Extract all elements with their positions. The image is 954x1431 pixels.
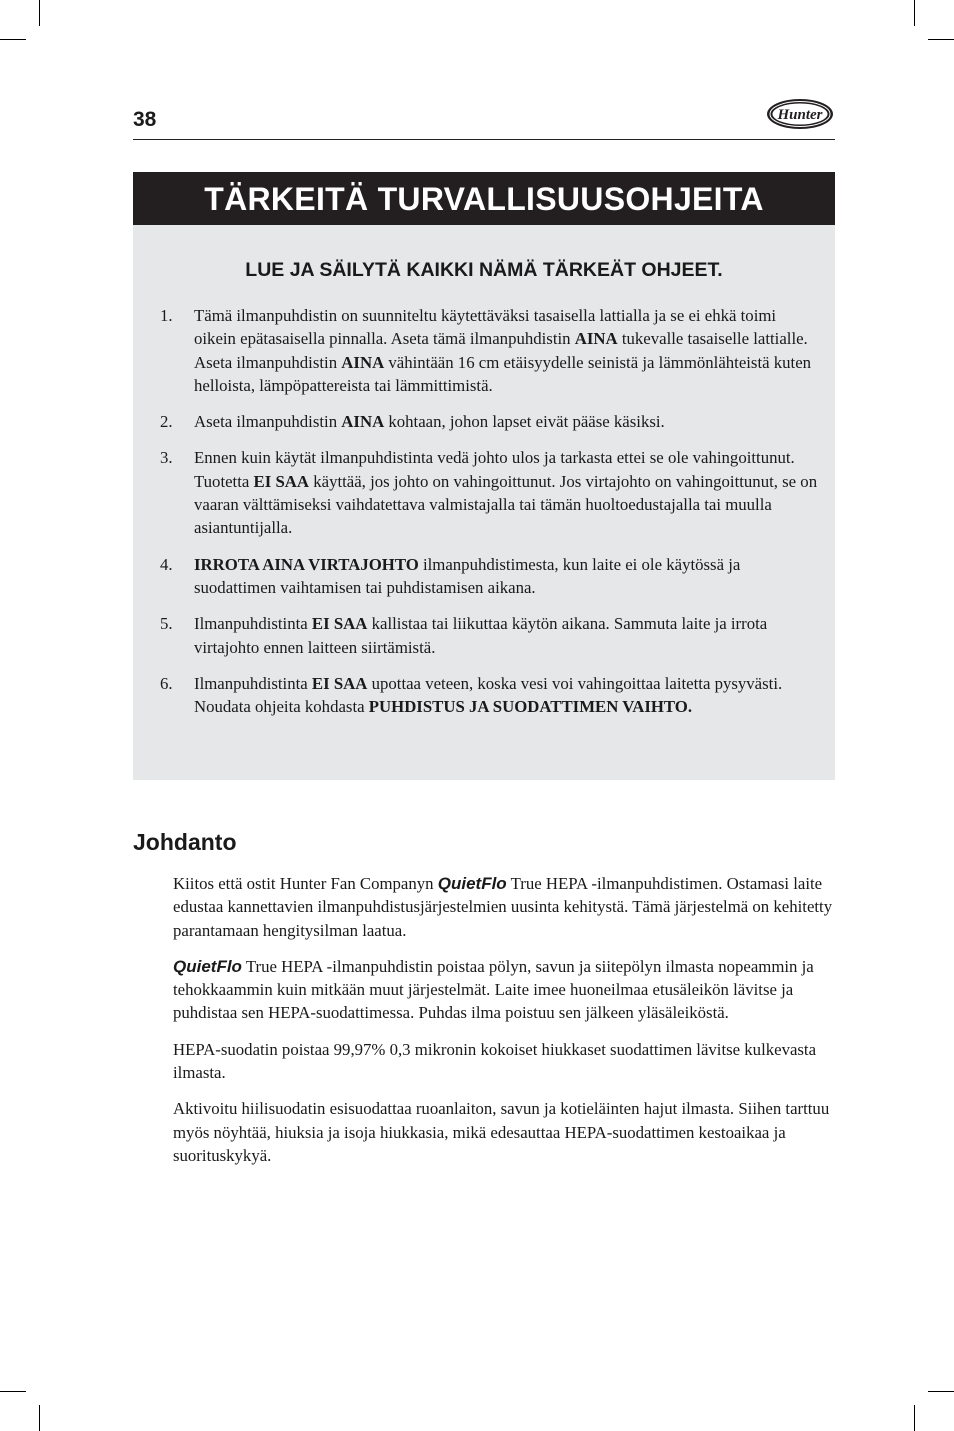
item-emphasis: AINA: [341, 352, 385, 372]
crop-mark: [914, 1405, 915, 1431]
item-number: 5.: [160, 614, 173, 634]
item-text: ilmanpuhdistimesta, kun laite ei ole käytössä ja suodattimen vaihtamisen tai puhdistamisen aikana.: [194, 554, 741, 597]
brand-name: QuietFlo: [173, 956, 242, 976]
item-number: 2.: [160, 412, 173, 432]
crop-mark: [928, 1391, 954, 1392]
item-emphasis: EI SAA: [311, 614, 368, 634]
brand-name: QuietFlo: [437, 874, 507, 893]
hunter-logo: [765, 96, 835, 132]
page-header: [133, 96, 835, 140]
intro-heading: Johdanto: [133, 829, 237, 855]
intro-paragraph: [173, 955, 835, 1025]
panel-heading: LUE JA SÄILYTÄ KAIKKI NÄMÄ TÄRKEÄT OHJEET.: [245, 259, 723, 281]
paragraph-text: True HEPA -ilmanpuhdistimen. Ostamasi laite edustaa kannettavien ilmanpuhdistusjärjestelmien uusinta kehitystä. Tämä järjestelmä on kehitetty parantamaan hengitysilman laatua.: [173, 874, 833, 940]
list-item: [160, 410, 820, 433]
item-text: käyttää, jos johto on vahingoittunut. Jos virtajohto on vahingoittunut, se on vaaran välttämiseksi vaihdatettava valmistajalla tai tämän huoltoedustajalla tai muulla asiantuntijalla.: [194, 471, 818, 538]
item-text: Tämä ilmanpuhdistin on suunniteltu käytettäväksi tasaisella lattialla ja se ei ehkä toimi oikein epätasaisella pinnalla. Aseta tämä ilmanpuhdistin: [194, 306, 777, 349]
safety-panel: [133, 225, 835, 780]
item-text: vähintään 16 cm etäisyydelle seinistä ja lämmönlähteistä kuten helloista, lämpöpattereista tai lämmittimistä.: [194, 352, 812, 395]
list-item: [160, 672, 820, 719]
item-text: Ennen kuin käytät ilmanpuhdistinta vedä johto ulos ja tarkasta ettei se ole vahingoittunut. Tuotetta: [194, 448, 795, 491]
intro-paragraph: HEPA-suodatin poistaa 99,97% 0,3 mikronin kokoiset hiukkaset suodattimen lävitse kulkevasta ilmasta.: [173, 1039, 817, 1083]
crop-mark: [39, 1405, 40, 1431]
item-number: 6.: [160, 673, 173, 693]
item-text: Ilmanpuhdistinta: [194, 673, 312, 693]
safety-title: TÄRKEITÄ TURVALLISUUSOHJEITA: [133, 172, 835, 225]
item-emphasis: AINA: [574, 329, 618, 349]
item-emphasis: IRROTA AINA VIRTAJOHTO: [194, 554, 419, 574]
safety-instructions: [160, 304, 820, 731]
crop-mark: [39, 0, 40, 26]
item-text: kallistaa tai liikuttaa käytön aikana. Sammuta laite ja irrota virtajohto ennen laitteen siirtämistä.: [194, 614, 768, 657]
paragraph-text: Kiitos että ostit Hunter Fan Companyn: [173, 874, 438, 893]
page-number: 38: [133, 108, 157, 131]
item-text: tukevalle tasaiselle lattialle. Aseta ilmanpuhdistin: [194, 329, 808, 372]
list-item: [160, 553, 820, 600]
item-emphasis: EI SAA: [311, 673, 368, 693]
item-number: 1.: [160, 306, 173, 325]
item-emphasis: PUHDISTUS JA SUODATTIMEN VAIHTO.: [368, 697, 693, 717]
item-emphasis: AINA: [341, 412, 385, 432]
item-text: kohtaan, johon lapset eivät pääse käsiksi.: [384, 412, 665, 432]
item-text: upottaa veteen, koska vesi voi vahingoittaa laitetta pysyvästi. Noudata ohjeita kohdasta: [194, 673, 783, 717]
crop-mark: [0, 1391, 26, 1392]
item-number: 4.: [160, 554, 173, 574]
intro-paragraph: Aktivoitu hiilisuodatin esisuodattaa ruoanlaiton, savun ja kotieläinten hajut ilmasta. Siihen tarttuu myös nöyhtää, hiuksia ja isoja hiukkasia, mikä edesauttaa HEPA-suodattimen kestoaikaa ja suorituskykyä.: [173, 1099, 830, 1165]
intro-paragraph: [173, 872, 835, 942]
list-item: [160, 446, 820, 539]
list-item: [160, 612, 820, 659]
crop-mark: [928, 39, 954, 40]
crop-mark: [914, 0, 915, 26]
item-emphasis: EI SAA: [253, 471, 310, 491]
intro-body: [173, 872, 835, 1180]
item-text: Aseta ilmanpuhdistin: [194, 412, 342, 432]
crop-mark: [0, 39, 26, 40]
item-text: Ilmanpuhdistinta: [194, 614, 312, 634]
svg-text:Hunter: Hunter: [777, 107, 823, 123]
paragraph-text: True HEPA -ilmanpuhdistin poistaa pölyn, savun ja siitepölyn ilmasta nopeammin ja tehokkaammin kuin mitkään muut järjestelmät. Laite imee huoneilmaa etusäleikön lävitse ja puhdistaa sen HEPA-suodattimessa. Puhdas ilma poistuu sen jälkeen yläsäleiköstä.: [173, 956, 814, 1023]
item-number: 3.: [160, 448, 173, 468]
list-item: [160, 304, 820, 397]
